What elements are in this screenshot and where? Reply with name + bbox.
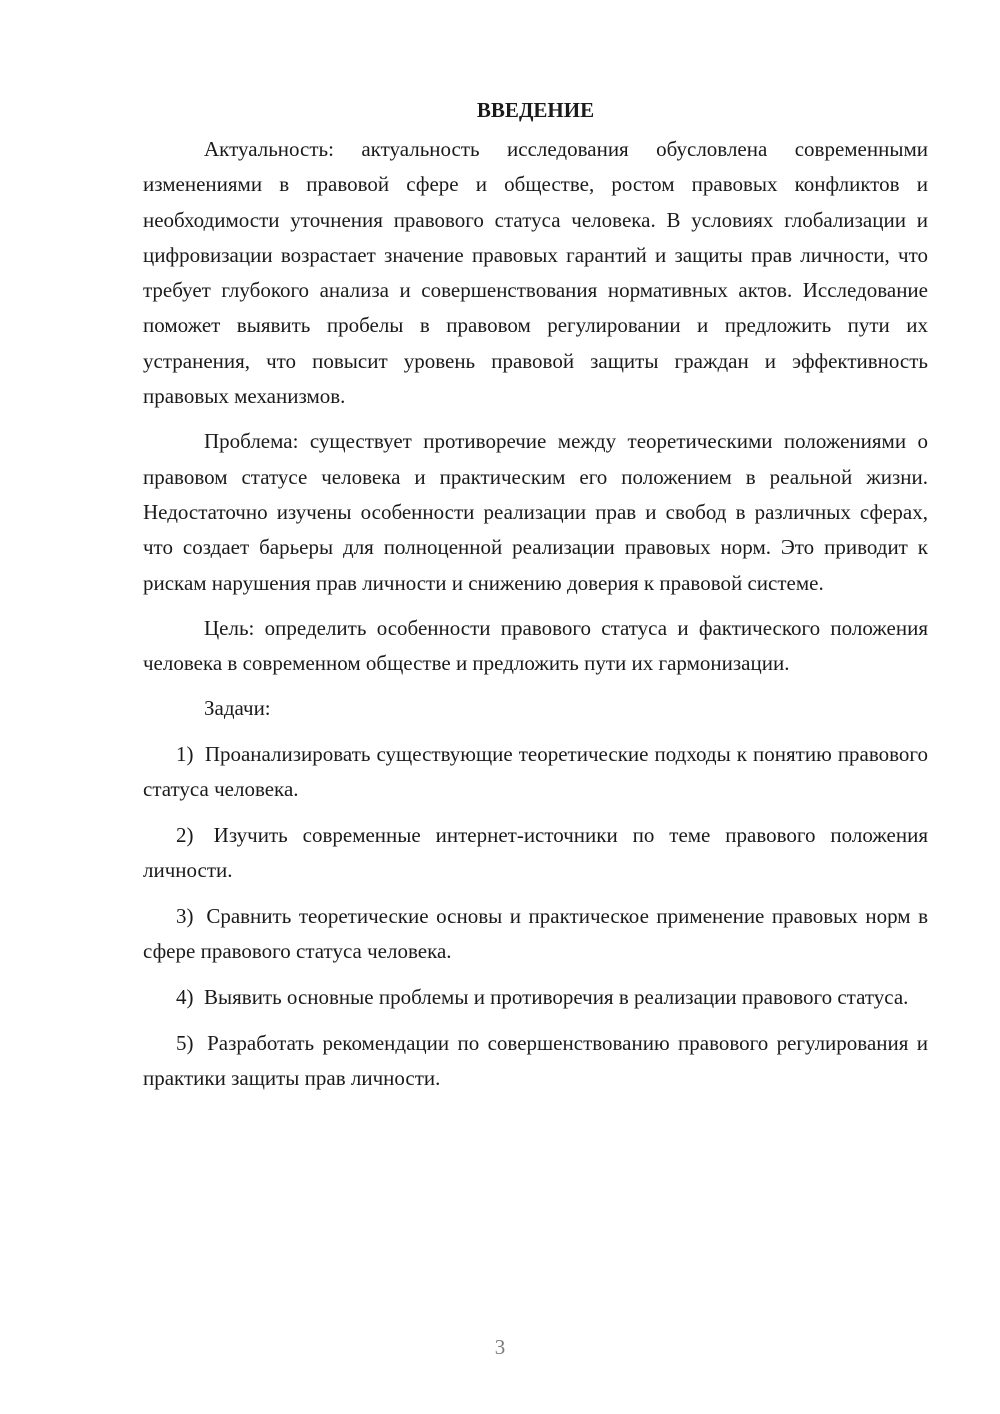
list-item-text: Изучить современные интернет-источники по теме правового положения личности. — [143, 822, 928, 883]
list-item-number: 4) — [176, 985, 194, 1010]
tasks-heading: Задачи: — [204, 696, 271, 721]
task-list — [143, 737, 928, 1097]
list-item — [143, 980, 928, 1015]
list-item-text: Выявить основные проблемы и противоречия в реализации правового статуса. — [204, 985, 909, 1010]
page-number: 3 — [494, 1335, 506, 1359]
paragraph-goal: Цель: определить особенности правового статуса и фактического положения человека в современном обществе и предложить пути их гармонизации. — [143, 615, 928, 676]
list-item-text: Проанализировать существующие теоретические подходы к понятию правового статуса человека. — [143, 741, 929, 802]
list-item-number: 1) — [176, 741, 194, 766]
paragraph-problem: Проблема: существует противоречие между теоретическими положениями о правовом статусе человека и практическим его положением в реальной жизни. Недостаточно изучены особенности реализации прав и свобод в различных сферах, что создает барьеры для полноценной реализации правовых норм. Это приводит к рискам нарушения прав личности и снижению доверия к правовой системе. — [143, 429, 928, 595]
list-item — [143, 1026, 928, 1097]
list-item-text: Сравнить теоретические основы и практическое применение правовых норм в сфере правового статуса человека. — [143, 903, 929, 964]
list-item — [143, 737, 928, 808]
page-title: ВВЕДЕНИЕ — [476, 98, 595, 122]
paragraph-relevance: Актуальность: актуальность исследования обусловлена современными изменениями в правовой сфере и обществе, ростом правовых конфликтов и необходимости уточнения правового статуса человека. В условиях глобализации и цифровизации возрастает значение правовых гарантий и защиты прав личности, что требует глубокого анализа и совершенствования нормативных актов. Исследование поможет выявить пробелы в правовом регулировании и предложить пути их устранения, что повысит уровень правовой защиты граждан и эффективность правовых механизмов. — [143, 137, 928, 409]
list-item-number: 2) — [176, 822, 194, 847]
list-item — [143, 818, 928, 889]
list-item-text: Разработать рекомендации по совершенствованию правового регулирования и практики защиты прав личности. — [143, 1030, 929, 1091]
page-content — [143, 92, 928, 1107]
list-item-number: 3) — [176, 903, 194, 928]
list-item — [143, 899, 928, 970]
list-item-number: 5) — [176, 1030, 194, 1055]
